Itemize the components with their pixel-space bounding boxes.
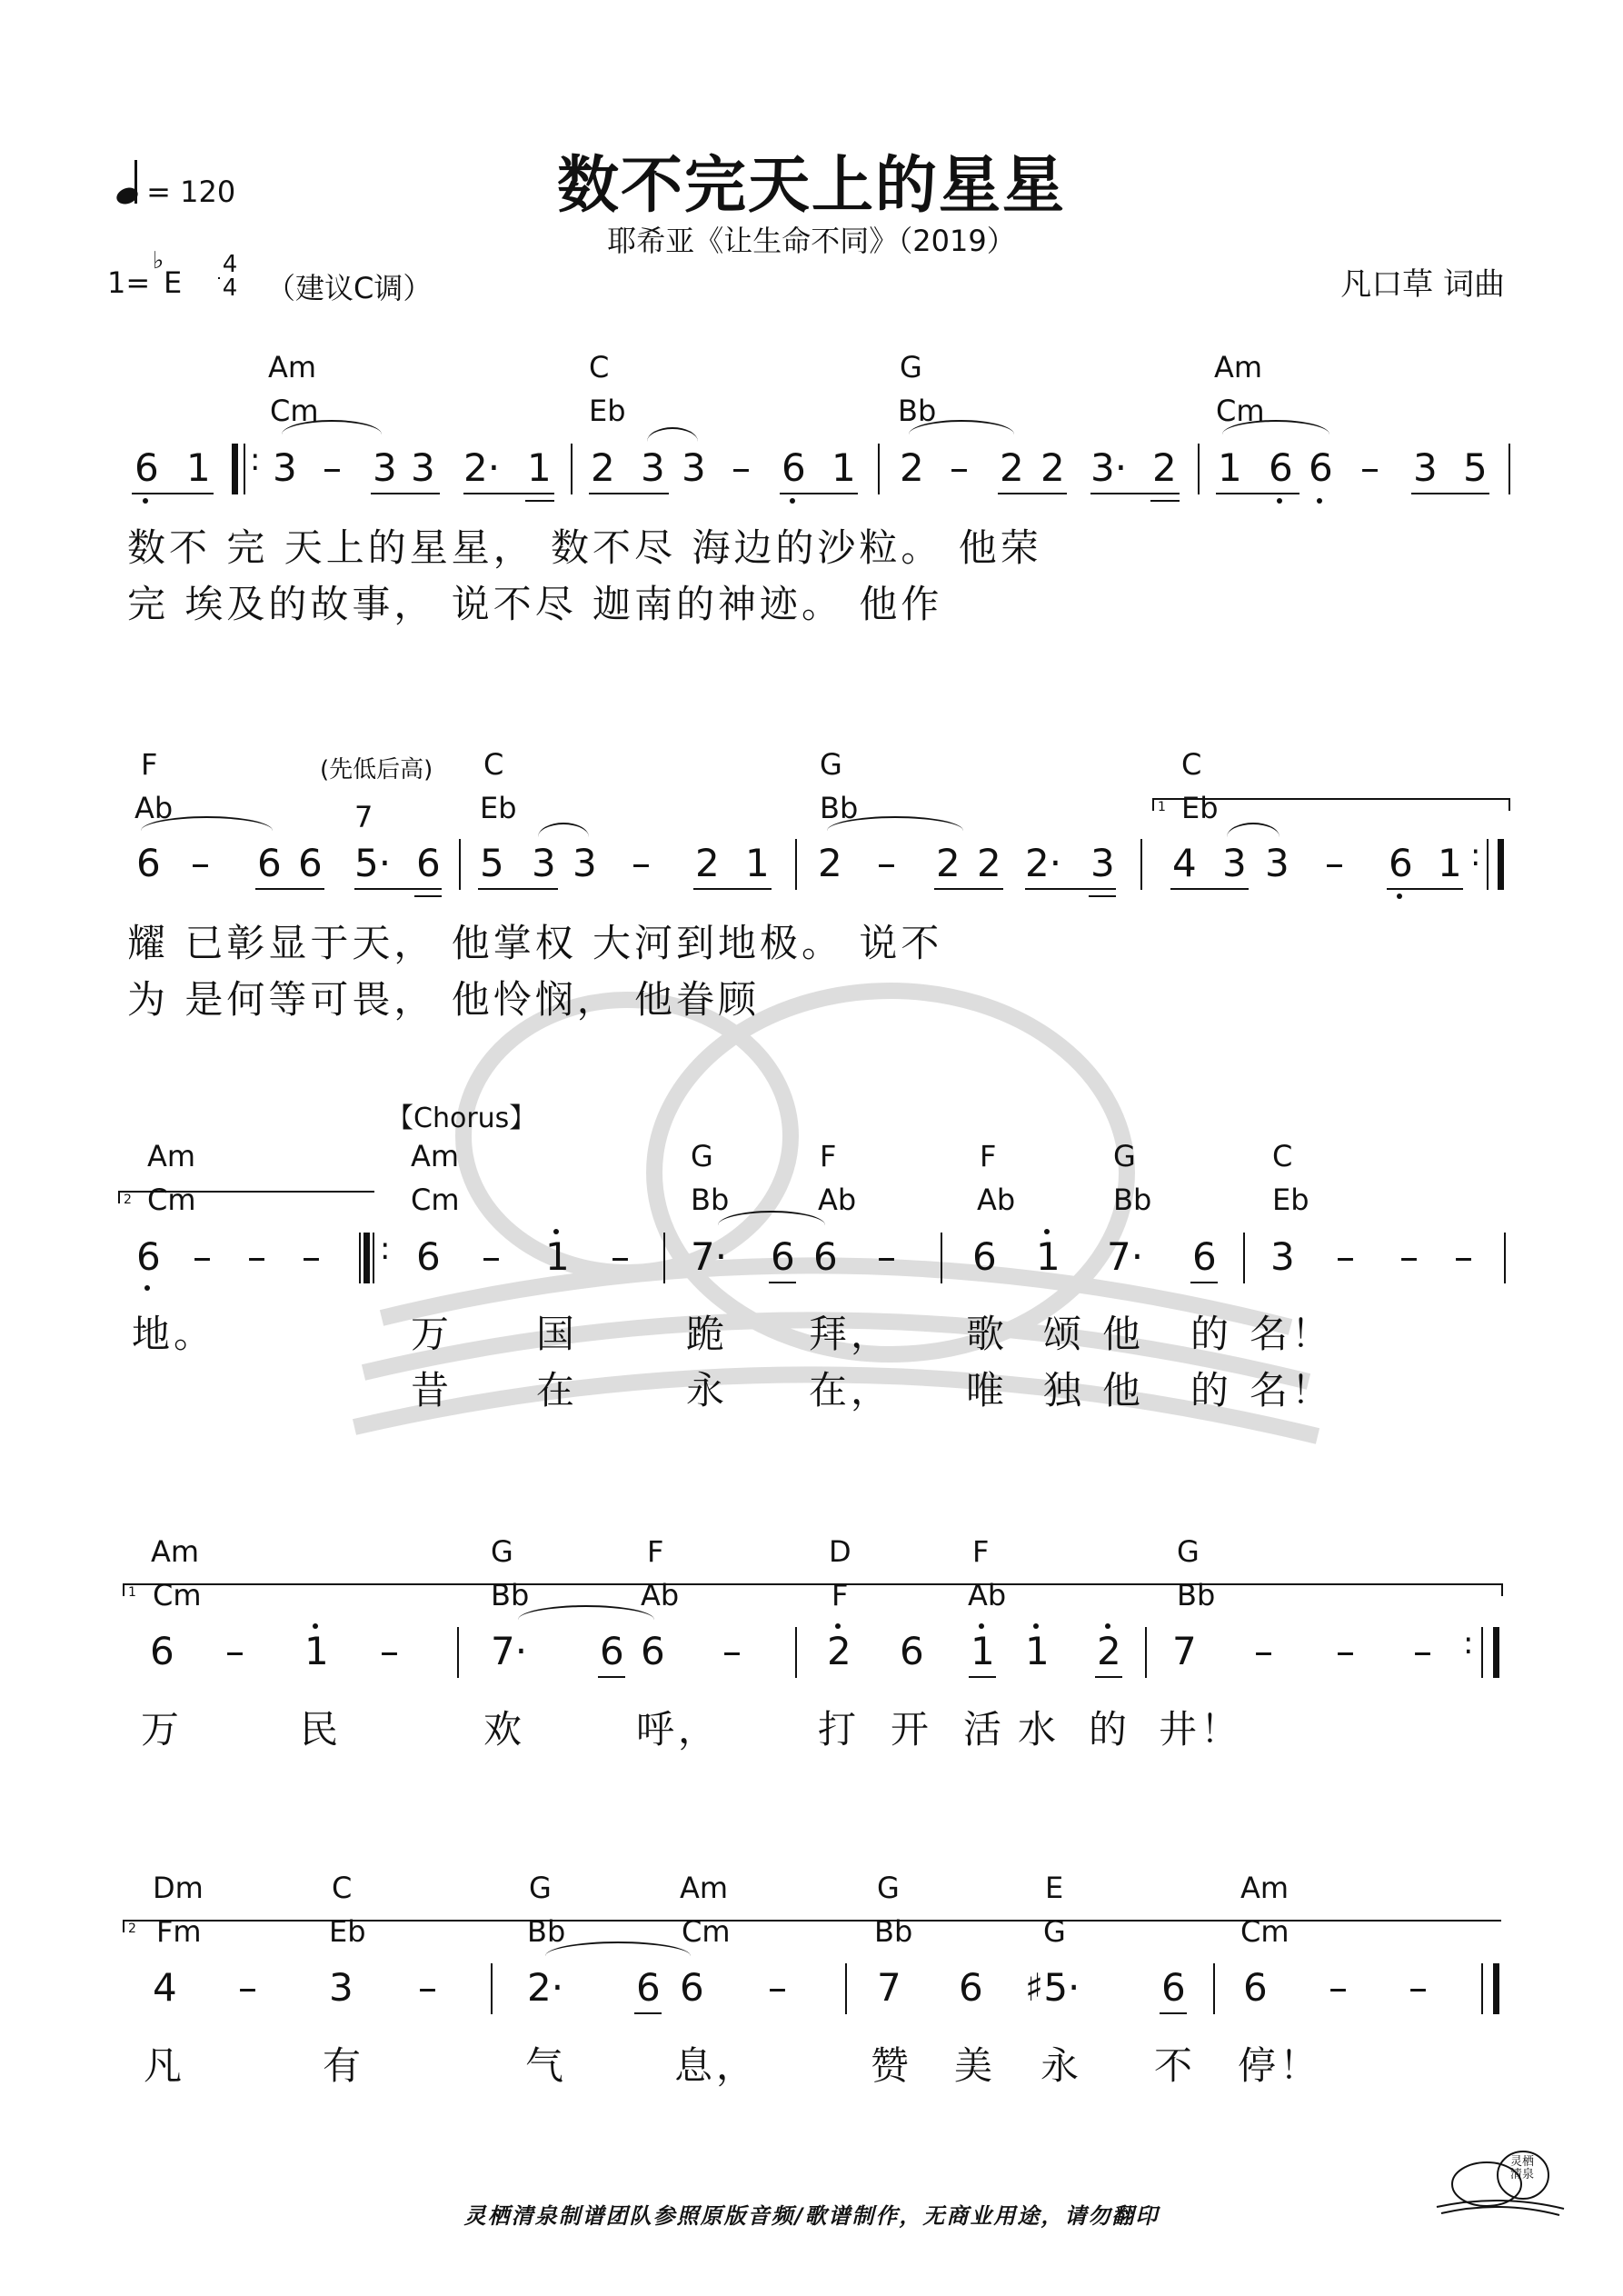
note: –	[877, 841, 896, 885]
note: 5	[1463, 445, 1488, 490]
flat-symbol: ♭	[153, 247, 164, 275]
note: 6	[298, 841, 323, 885]
chord: G	[491, 1534, 513, 1569]
volta-1: 1	[1152, 798, 1510, 811]
chord-capo: Cm	[270, 394, 319, 428]
note: 3	[373, 445, 397, 490]
small-note: 7	[354, 800, 373, 834]
note: –	[1360, 445, 1379, 490]
note: 2	[936, 841, 961, 885]
chord-capo: Cm	[153, 1578, 202, 1612]
chord-capo: Bb	[527, 1914, 566, 1949]
note: 5·	[354, 841, 392, 885]
chord: Am	[1214, 350, 1263, 384]
note: 7	[1172, 1629, 1197, 1673]
note: –	[225, 1629, 244, 1673]
note: 1	[1036, 1234, 1060, 1279]
note: 2·	[463, 445, 501, 490]
chorus-label: 【Chorus】	[386, 1103, 537, 1134]
lyric: 国	[536, 1312, 579, 1356]
lyric: 凡	[144, 2043, 186, 2088]
volta-1: 1	[123, 1583, 1503, 1596]
chord: G	[691, 1139, 713, 1173]
volta-2: 2	[118, 1191, 374, 1203]
chord: E	[1045, 1871, 1064, 1905]
note: 1	[304, 1629, 329, 1673]
note: 3	[273, 445, 297, 490]
chord-capo: Bb	[874, 1914, 913, 1949]
note: 2	[1152, 445, 1177, 490]
chord: C	[483, 747, 504, 782]
chord: G	[529, 1871, 552, 1905]
chord-capo: Ab	[968, 1578, 1007, 1612]
note: –	[722, 1629, 742, 1673]
note: 2	[977, 841, 1001, 885]
note: –	[418, 1965, 437, 2010]
lyric: 名！	[1250, 1312, 1334, 1356]
chord-capo: Cm	[147, 1183, 196, 1217]
chord: Am	[268, 350, 317, 384]
note: ♯5·	[1025, 1965, 1080, 2010]
lyric-verse-1: 数不 完 天上的星星， 数不尽 海边的沙粒。 他荣	[127, 525, 1042, 570]
key-note: E	[164, 265, 183, 300]
chord: G	[877, 1871, 900, 1905]
chord: G	[1177, 1534, 1200, 1569]
note: 3	[532, 841, 556, 885]
lyric: 名！	[1250, 1368, 1334, 1413]
lyric: 民	[300, 1707, 343, 1752]
note: –	[1399, 1234, 1419, 1279]
lyric: 万	[141, 1707, 184, 1752]
note: 2·	[527, 1965, 564, 2010]
lyric: 在	[536, 1368, 579, 1413]
note: 5	[480, 841, 504, 885]
lyric-verse-2: 为 是何等可畏， 他怜悯， 他眷顾	[127, 977, 761, 1022]
note: 4	[153, 1965, 177, 2010]
note: –	[238, 1965, 257, 2010]
chord-capo: Ab	[977, 1183, 1016, 1217]
note: 3	[1270, 1234, 1295, 1279]
note: 7·	[691, 1234, 728, 1279]
note: 6	[771, 1234, 795, 1279]
note: 6	[136, 1234, 161, 1279]
lyric: 停！	[1238, 2043, 1322, 2088]
note: –	[950, 445, 969, 490]
chord-capo: Ab	[641, 1578, 680, 1612]
chord-capo: Cm	[1240, 1914, 1289, 1949]
sheep-logo-icon	[1432, 2143, 1568, 2216]
key-prefix: 1=	[107, 265, 151, 300]
chord: F	[647, 1534, 664, 1569]
lyric: 永	[1041, 2043, 1083, 2088]
chord-capo: Ab	[134, 791, 174, 825]
note: 1	[745, 841, 770, 885]
song-subtitle: 耶希亚《让生命不同》（2019）	[607, 224, 1016, 258]
lyric: 昔	[411, 1368, 453, 1413]
chord-capo: Bb	[898, 394, 937, 428]
note: 2·	[1025, 841, 1062, 885]
note: 6	[1389, 841, 1413, 885]
note: 1	[1438, 841, 1462, 885]
chord-capo: Eb	[1181, 791, 1219, 825]
note: –	[1336, 1234, 1355, 1279]
note: 3	[573, 841, 597, 885]
lyric: 颂	[1043, 1312, 1086, 1356]
annotation: (先低后高)	[320, 756, 433, 784]
chord-capo: Eb	[329, 1914, 366, 1949]
chord-capo: Eb	[1272, 1183, 1309, 1217]
publisher-logo	[1432, 2143, 1568, 2216]
note: 6	[782, 445, 806, 490]
lyric: 万	[411, 1312, 453, 1356]
note: –	[1413, 1629, 1432, 1673]
note: –	[380, 1629, 399, 1673]
note: 6	[1269, 445, 1293, 490]
note: 6	[150, 1629, 174, 1673]
lyric: 的	[1190, 1312, 1233, 1356]
note: 2	[695, 841, 720, 885]
lyric: 开	[891, 1707, 933, 1752]
note: 7·	[491, 1629, 528, 1673]
chord-capo: Eb	[589, 394, 626, 428]
note: –	[1329, 1965, 1348, 2010]
lyric: 独	[1043, 1368, 1086, 1413]
note: 7·	[1107, 1234, 1144, 1279]
note: 1	[1025, 1629, 1050, 1673]
chord: F	[972, 1534, 990, 1569]
note: 4	[1172, 841, 1197, 885]
key-signature	[107, 247, 433, 305]
note: –	[1409, 1965, 1428, 2010]
note: –	[732, 445, 751, 490]
note: 2	[900, 445, 924, 490]
chord-capo: Bb	[491, 1578, 530, 1612]
note: 1	[527, 445, 552, 490]
note: –	[768, 1965, 787, 2010]
note: 2	[827, 1629, 851, 1673]
note: –	[1454, 1234, 1473, 1279]
note: –	[611, 1234, 630, 1279]
chord-capo: Cm	[682, 1914, 731, 1949]
chord: Am	[147, 1139, 196, 1173]
lyric: 跪	[686, 1312, 729, 1356]
note: 1	[545, 1234, 570, 1279]
chord-capo: Bb	[691, 1183, 730, 1217]
lyric: 的	[1089, 1707, 1131, 1752]
note: 6	[813, 1234, 838, 1279]
note: 3	[1265, 841, 1289, 885]
lyric: 水	[1018, 1707, 1060, 1752]
lyric: 的	[1190, 1368, 1233, 1413]
chord: Am	[1240, 1871, 1289, 1905]
note: 6	[257, 841, 282, 885]
volta-2: 2	[123, 1920, 1501, 1932]
note: 2	[1000, 445, 1024, 490]
note: 3·	[1090, 445, 1128, 490]
note: 6	[900, 1629, 924, 1673]
lyric: 赞	[871, 2043, 913, 2088]
lyric: 息，	[674, 2043, 759, 2088]
note: 6	[416, 1234, 441, 1279]
chord: C	[332, 1871, 353, 1905]
lyric: 有	[323, 2043, 365, 2088]
note: 6	[959, 1965, 983, 2010]
note: 3	[1222, 841, 1247, 885]
note: –	[302, 1234, 321, 1279]
chord-capo: G	[1043, 1914, 1066, 1949]
lyric: 不	[1154, 2043, 1197, 2088]
note: –	[482, 1234, 501, 1279]
note: 2	[1041, 445, 1065, 490]
chord: G	[900, 350, 922, 384]
note: 2	[1097, 1629, 1121, 1673]
lyric: 活	[963, 1707, 1006, 1752]
chord: G	[1113, 1139, 1136, 1173]
lyric: 永	[686, 1368, 729, 1413]
copyright-footer: 灵栖清泉制谱团队参照原版音频/歌谱制作，无商业用途，请勿翻印	[463, 2203, 1160, 2229]
chord: D	[829, 1534, 851, 1569]
note: –	[1254, 1629, 1273, 1673]
lyric-verse-1: 耀 已彰显于天， 他掌权 大河到地极。 说不	[127, 921, 943, 965]
song-author: 凡口草 词曲	[1340, 266, 1505, 303]
note: 6	[636, 1965, 661, 2010]
chord: F	[820, 1139, 837, 1173]
chord: F	[141, 747, 158, 782]
note: –	[323, 445, 342, 490]
note: –	[191, 841, 210, 885]
chord-capo: Bb	[1113, 1183, 1152, 1217]
chord-capo: Eb	[480, 791, 517, 825]
chord-capo: Bb	[1177, 1578, 1216, 1612]
note: –	[193, 1234, 212, 1279]
note: 2	[591, 445, 615, 490]
note: 6	[972, 1234, 997, 1279]
logo-text: 灵栖清泉	[1510, 2155, 1535, 2181]
chord: Am	[411, 1139, 460, 1173]
lyric: 气	[525, 2043, 568, 2088]
note: 3	[682, 445, 706, 490]
note: 6	[1243, 1965, 1268, 2010]
lyric: 打	[818, 1707, 861, 1752]
song-title: 数不完天上的星星	[556, 150, 1066, 222]
chord: C	[1272, 1139, 1293, 1173]
note: 1	[831, 445, 856, 490]
lyric: 呼，	[636, 1707, 721, 1752]
lyric: 他	[1102, 1312, 1145, 1356]
tempo-value: = 120	[146, 175, 236, 209]
lyric: 欢	[483, 1707, 526, 1752]
lyric: 地。	[132, 1312, 216, 1356]
lyric: 井！	[1159, 1707, 1243, 1752]
note: –	[1325, 841, 1344, 885]
note: –	[877, 1234, 896, 1279]
chord-capo: Fm	[156, 1914, 202, 1949]
note: 6	[1309, 445, 1333, 490]
key-suggestion: （建议C调）	[266, 271, 433, 305]
note: 6	[136, 841, 161, 885]
chord: Am	[680, 1871, 729, 1905]
note: –	[247, 1234, 266, 1279]
note: 3	[641, 445, 665, 490]
note: 1	[971, 1629, 995, 1673]
chord: F	[980, 1139, 997, 1173]
note: 2	[818, 841, 842, 885]
time-signature: 4 4	[218, 253, 242, 300]
note: –	[632, 841, 651, 885]
lyric: 歌	[966, 1312, 1009, 1356]
chord: C	[589, 350, 610, 384]
chord-capo: F	[831, 1578, 849, 1612]
chord-capo: Bb	[820, 791, 859, 825]
chord-capo: Cm	[411, 1183, 460, 1217]
note: 3	[329, 1965, 353, 2010]
chord: C	[1181, 747, 1202, 782]
chord-capo: Ab	[818, 1183, 857, 1217]
note: 6	[1161, 1965, 1186, 2010]
lyric: 美	[954, 2043, 997, 2088]
note: 3	[1090, 841, 1115, 885]
chord-capo: Cm	[1216, 394, 1265, 428]
lyric-verse-2: 完 埃及的故事， 说不尽 迦南的神迹。 他作	[127, 582, 943, 626]
lyric: 他	[1102, 1368, 1145, 1413]
note: –	[1336, 1629, 1355, 1673]
note: 6	[600, 1629, 624, 1673]
note: 6	[641, 1629, 665, 1673]
lyric: 拜，	[809, 1312, 893, 1356]
note: 6	[680, 1965, 704, 2010]
lyric: 唯	[966, 1368, 1009, 1413]
note: 6	[134, 445, 159, 490]
chord: Dm	[153, 1871, 204, 1905]
lyric: 在，	[809, 1368, 893, 1413]
note: 1	[186, 445, 211, 490]
note: 6	[416, 841, 441, 885]
chord: G	[820, 747, 842, 782]
note: 1	[1218, 445, 1242, 490]
note: 6	[1192, 1234, 1217, 1279]
chord: Am	[151, 1534, 200, 1569]
note: 7	[877, 1965, 901, 2010]
note: 3	[411, 445, 435, 490]
note: 3	[1413, 445, 1438, 490]
